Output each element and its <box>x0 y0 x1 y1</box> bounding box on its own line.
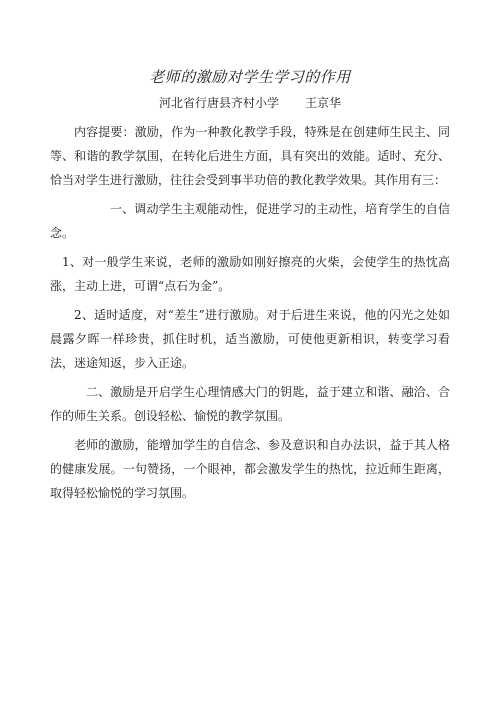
school-name: 河北省行唐县齐村小学 <box>158 96 279 110</box>
document-body <box>50 120 450 510</box>
point-1-paragraph: 1、对一般学生来说，老师的激励如刚好擦亮的火柴，会使学生的热忱高涨，主动上进，可谓“点石为金”。 <box>50 255 450 293</box>
point-2-paragraph: 2、适时适度，对“差生”进行激励。对于后进生来说，他的闪光之处如晨露夕晖一样珍贵，抓住时机，适当激励，可使他更新相识，转变学习看法，迷途知返，步入正途。 <box>50 308 450 370</box>
abstract-paragraph: 内容提要：激励，作为一种教化教学手段，特殊是在创建师生民主、同等、和谐的教学氛围，在转化后进生方面，具有突出的效能。适时、充分、恰当对学生进行激励，往往会受到事半功倍的教化教学效果。其作用有三： <box>50 125 450 187</box>
section-heading-2: 二、激励是开启学生心理情感大门的钥匙，益于建立和谐、融洽、合作的师生关系。创设轻松、愉悦的教学氛围。 <box>50 385 450 423</box>
document-title: 老师的激励对学生学习的作用 <box>149 68 351 86</box>
section-heading-1: 一、调动学生主观能动性，促进学习的主动性，培育学生的自信念。 <box>50 202 450 240</box>
closing-paragraph: 老师的激励，能增加学生的自信念、参及意识和自办法识，益于其人格的健康发展。一句赞扬，一个眼神，都会激发学生的热忱，拉近师生距离，取得轻松愉悦的学习氛围。 <box>50 438 450 500</box>
byline <box>0 94 500 111</box>
author-name: 王京华 <box>305 96 342 110</box>
